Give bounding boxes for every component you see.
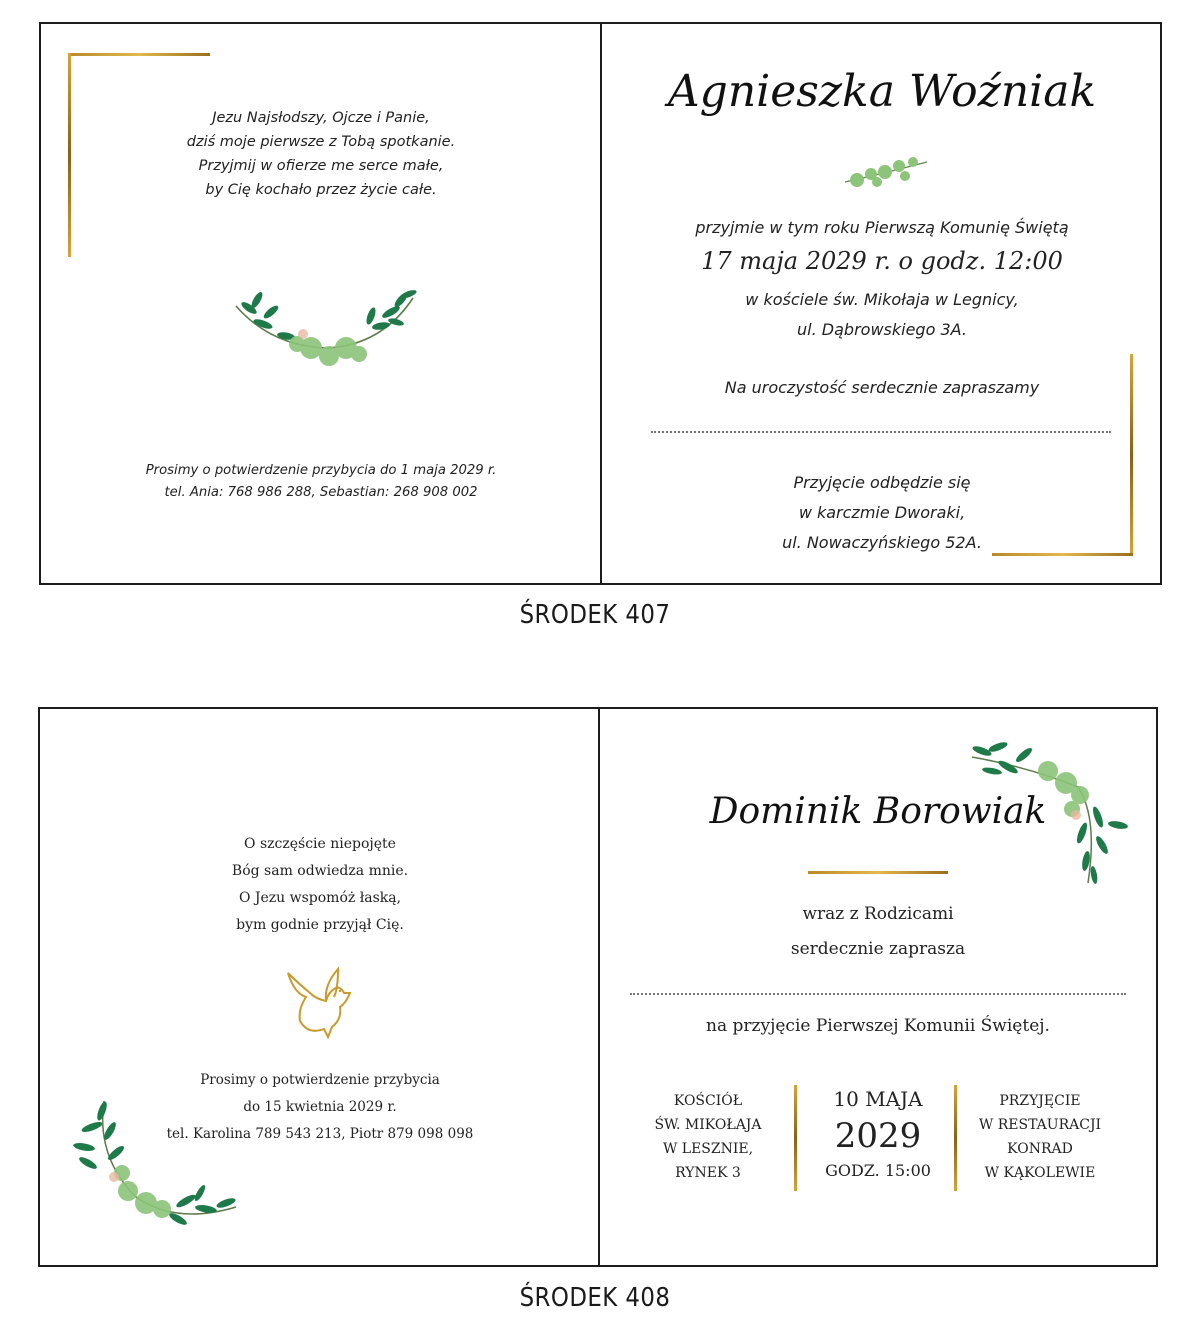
caption-407: ŚRODEK 407 bbox=[519, 600, 671, 630]
reception-line: ul. Nowaczyńskiego 52A. bbox=[782, 533, 982, 552]
ceremony-time: GODZ. 15:00 bbox=[825, 1161, 931, 1180]
gold-frame-bottom bbox=[992, 553, 1133, 556]
invitation-card-407 bbox=[39, 22, 1162, 585]
dove-icon bbox=[280, 963, 356, 1039]
church-line: w kościele św. Mikołaja w Legnicy, bbox=[745, 290, 1019, 309]
gold-frame-top bbox=[68, 53, 210, 56]
poem-line: bym godnie przyjął Cię. bbox=[236, 917, 404, 933]
prayer-line: Przyjmij w ofierze me serce małe, bbox=[198, 158, 444, 174]
reception-line: KONRAD bbox=[1007, 1141, 1073, 1157]
church-address: ul. Dąbrowskiego 3A. bbox=[797, 320, 967, 339]
prayer-line: dziś moje pierwsze z Tobą spotkanie. bbox=[186, 134, 456, 150]
reception-info bbox=[602, 468, 1162, 558]
date-day-month: 10 MAJA bbox=[833, 1087, 923, 1111]
child-name: Dominik Borowiak bbox=[709, 791, 1047, 832]
caption-408: ŚRODEK 408 bbox=[519, 1283, 671, 1313]
date-year: 2029 bbox=[834, 1116, 922, 1156]
prayer-line: by Cię kochało przez życie całe. bbox=[205, 182, 437, 198]
church-line: ŚW. MIKOŁAJA bbox=[654, 1117, 762, 1133]
gold-separator bbox=[808, 871, 948, 874]
invitation-card-408 bbox=[38, 707, 1158, 1267]
poem-line: Bóg sam odwiedza mnie. bbox=[231, 863, 409, 879]
occasion-line: na przyjęcie Pierwszej Komunii Świętej. bbox=[706, 1016, 1050, 1036]
child-name: Agnieszka Woźniak bbox=[667, 66, 1097, 117]
reception-line: W KĄKOLEWIE bbox=[984, 1165, 1096, 1181]
eucalyptus-sprig-icon bbox=[841, 152, 931, 192]
accompanied-line: wraz z Rodzicami bbox=[802, 904, 954, 924]
church-line: W LESZNIE, bbox=[662, 1141, 754, 1157]
rsvp-text bbox=[101, 460, 541, 504]
rsvp-line: Prosimy o potwierdzenie przybycia bbox=[200, 1072, 440, 1088]
reception-line: Przyjęcie odbędzie się bbox=[793, 473, 971, 492]
announcement-line: przyjmie w tym roku Pierwszą Komunię Świętą bbox=[695, 218, 1069, 237]
rsvp-line: tel. Ania: 768 986 288, Sebastian: 268 908 002 bbox=[164, 485, 478, 500]
guest-name-dotted-line bbox=[630, 993, 1126, 995]
invites-line: serdecznie zaprasza bbox=[790, 939, 966, 959]
gold-column-divider bbox=[954, 1085, 957, 1191]
reception-line: PRZYJĘCIE bbox=[999, 1093, 1081, 1109]
guest-name-dotted-line bbox=[651, 431, 1111, 433]
poem-text bbox=[120, 831, 520, 939]
rsvp-line: do 15 kwietnia 2029 r. bbox=[243, 1099, 397, 1115]
invite-line: Na uroczystość serdecznie zapraszamy bbox=[724, 378, 1040, 397]
reception-line: w karczmie Dworaki, bbox=[798, 503, 966, 522]
poem-line: O Jezu wspomóż łaską, bbox=[238, 890, 402, 906]
prayer-text bbox=[111, 106, 531, 202]
church-line: RYNEK 3 bbox=[675, 1165, 741, 1181]
rsvp-line: tel. Karolina 789 543 213, Piotr 879 098 098 bbox=[166, 1126, 474, 1142]
reception-line: W RESTAURACJI bbox=[978, 1117, 1102, 1133]
gold-column-divider bbox=[794, 1085, 797, 1191]
ceremony-date: 17 maja 2029 r. o godz. 12:00 bbox=[701, 247, 1063, 275]
reception-info bbox=[968, 1089, 1112, 1185]
leaf-wreath-icon bbox=[231, 286, 421, 372]
rsvp-line: Prosimy o potwierdzenie przybycia do 1 maja 2029 r. bbox=[145, 463, 497, 478]
gold-frame-left bbox=[68, 53, 71, 257]
poem-line: O szczęście niepojęte bbox=[244, 836, 396, 852]
church-info bbox=[638, 1089, 778, 1185]
date-block bbox=[808, 1085, 948, 1183]
prayer-line: Jezu Najsłodszy, Ojcze i Panie, bbox=[212, 110, 430, 126]
gold-frame-right bbox=[1130, 354, 1133, 556]
church-line: KOŚCIÓŁ bbox=[673, 1093, 743, 1109]
leaf-corner-icon bbox=[66, 1097, 241, 1237]
